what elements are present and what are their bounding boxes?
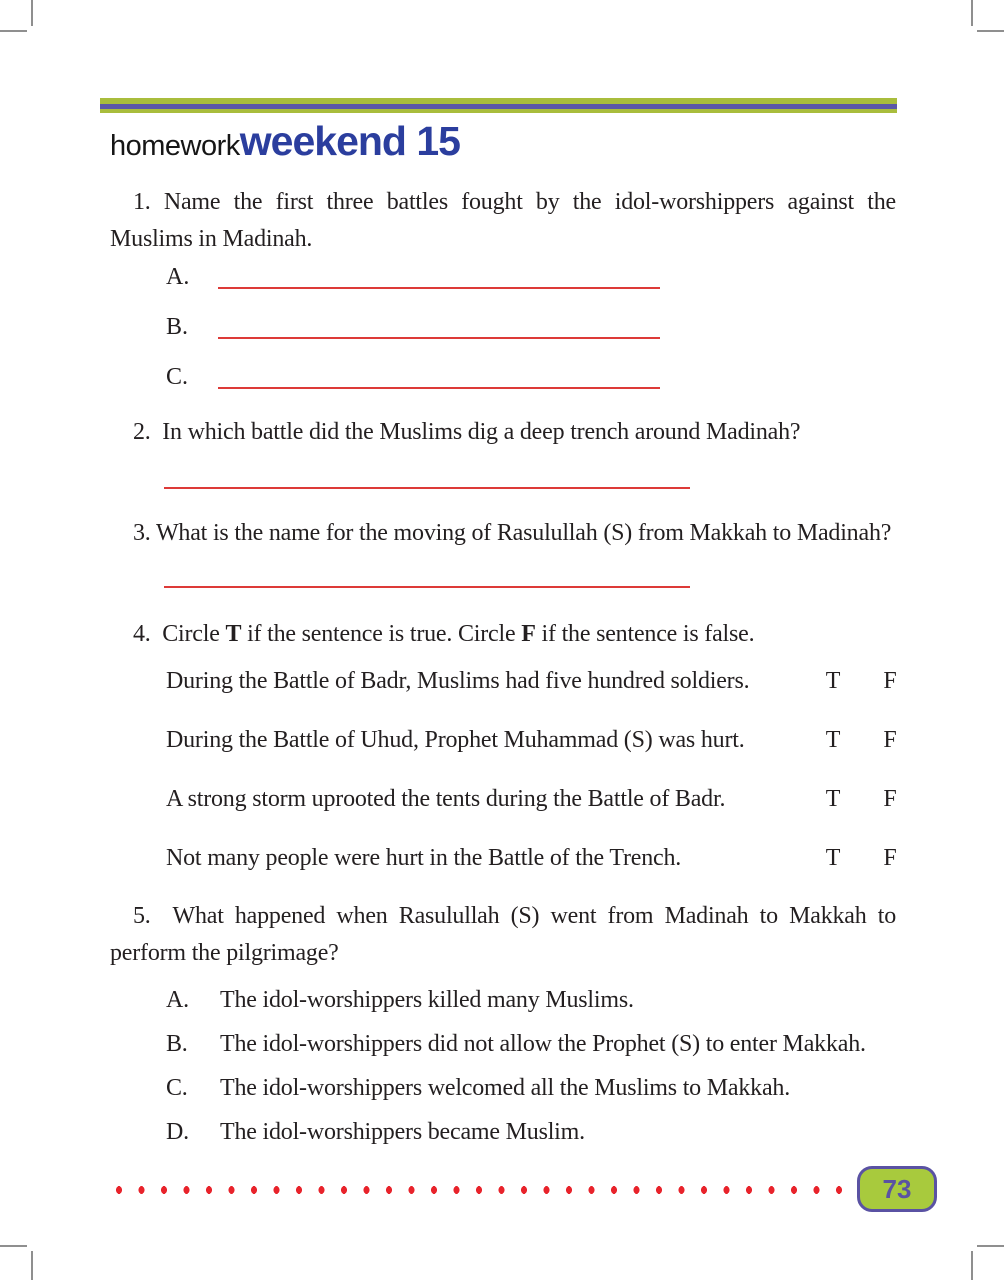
crop-mark-bottom-left-vertical [31,1251,33,1280]
q5-option-b[interactable] [166,1028,926,1058]
crop-mark-bottom-right-vertical [971,1251,973,1280]
q4-statement-row-1 [166,665,956,695]
q4-statement-2: During the Battle of Uhud, Prophet Muhammad (S) was hurt. [166,727,745,753]
crop-mark-top-right-vertical [971,0,973,26]
question-1-text: 1. Name the first three battles fought by the idol-worshippers against the Muslims in Madinah. [110,189,896,252]
q4-statement-row-2 [166,724,956,754]
q5-option-c-text: The idol-worshippers welcomed all the Muslims to Makkah. [220,1075,791,1101]
q1-blank-label-c: C. [166,364,189,390]
q4-false-letter: F [521,621,536,647]
q4-true-option-3[interactable]: T [825,786,841,812]
q1-blank-row-b [166,311,660,341]
q5-option-a[interactable] [166,984,926,1014]
q4-true-option-4[interactable]: T [825,845,841,871]
q4-prompt-part-3: if the sentence is false. [535,621,755,647]
q4-prompt-part-2: if the sentence is true. Circle [241,621,522,647]
q1-answer-line-b[interactable] [218,337,660,339]
q1-blank-row-a [166,261,660,291]
q5-option-a-text: The idol-worshippers killed many Muslims. [220,987,634,1013]
q4-statement-4: Not many people were hurt in the Battle of the Trench. [166,845,682,871]
weekend-title: weekend 15 [239,118,460,164]
q5-option-b-text: The idol-worshippers did not allow the Prophet (S) to enter Makkah. [220,1031,866,1057]
q5-option-b-letter: B. [166,1031,188,1057]
q1-blank-label-a: A. [166,264,190,290]
q4-statement-3: A strong storm uprooted the tents during the Battle of Badr. [166,786,726,812]
q4-false-option-2[interactable]: F [883,727,897,753]
crop-mark-top-left-vertical [31,0,33,26]
crop-mark-top-right-horizontal [977,30,1004,32]
question-4-text [110,616,896,653]
crop-mark-bottom-right-horizontal [977,1245,1004,1247]
q4-true-option-2[interactable]: T [825,727,841,753]
q3-answer-line[interactable] [164,586,690,588]
q5-option-d-text: The idol-worshippers became Muslim. [220,1119,585,1145]
footer-dotted-line [108,1184,848,1196]
q4-true-option-1[interactable]: T [825,668,841,694]
page-number-badge [857,1166,937,1212]
question-2-text: 2. In which battle did the Muslims dig a deep trench around Madinah? [133,419,801,445]
q4-statement-row-3 [166,783,956,813]
homework-label: homework [110,130,240,162]
stripe-green-bottom [100,109,897,113]
q4-statement-1: During the Battle of Badr, Muslims had five hundred soldiers. [166,668,750,694]
q5-option-c-letter: C. [166,1075,188,1101]
q1-blank-row-c [166,361,660,391]
crop-mark-top-left-horizontal [0,30,27,32]
page-number: 73 [882,1173,912,1204]
q5-option-d-letter: D. [166,1119,189,1145]
page-header [110,118,460,165]
question-3-text: 3. What is the name for the moving of Rasulullah (S) from Makkah to Madinah? [133,520,892,546]
header-stripe [100,98,897,113]
q4-false-option-4[interactable]: F [883,845,897,871]
crop-mark-bottom-left-horizontal [0,1245,27,1247]
q4-false-option-3[interactable]: F [883,786,897,812]
q5-option-a-letter: A. [166,987,189,1013]
q1-answer-line-c[interactable] [218,387,660,389]
question-5-text: 5. What happened when Rasulullah (S) went from Madinah to Makkah to perform the pilgrimage? [110,903,896,966]
q1-answer-line-a[interactable] [218,287,660,289]
q4-true-letter: T [225,621,242,647]
q4-prompt-part-1: 4. Circle [133,621,226,647]
q4-false-option-1[interactable]: F [883,668,897,694]
q4-statement-row-4 [166,842,956,872]
q5-option-d[interactable] [166,1116,926,1146]
q5-option-c[interactable] [166,1072,926,1102]
q1-blank-label-b: B. [166,314,189,340]
q2-answer-line[interactable] [164,487,690,489]
